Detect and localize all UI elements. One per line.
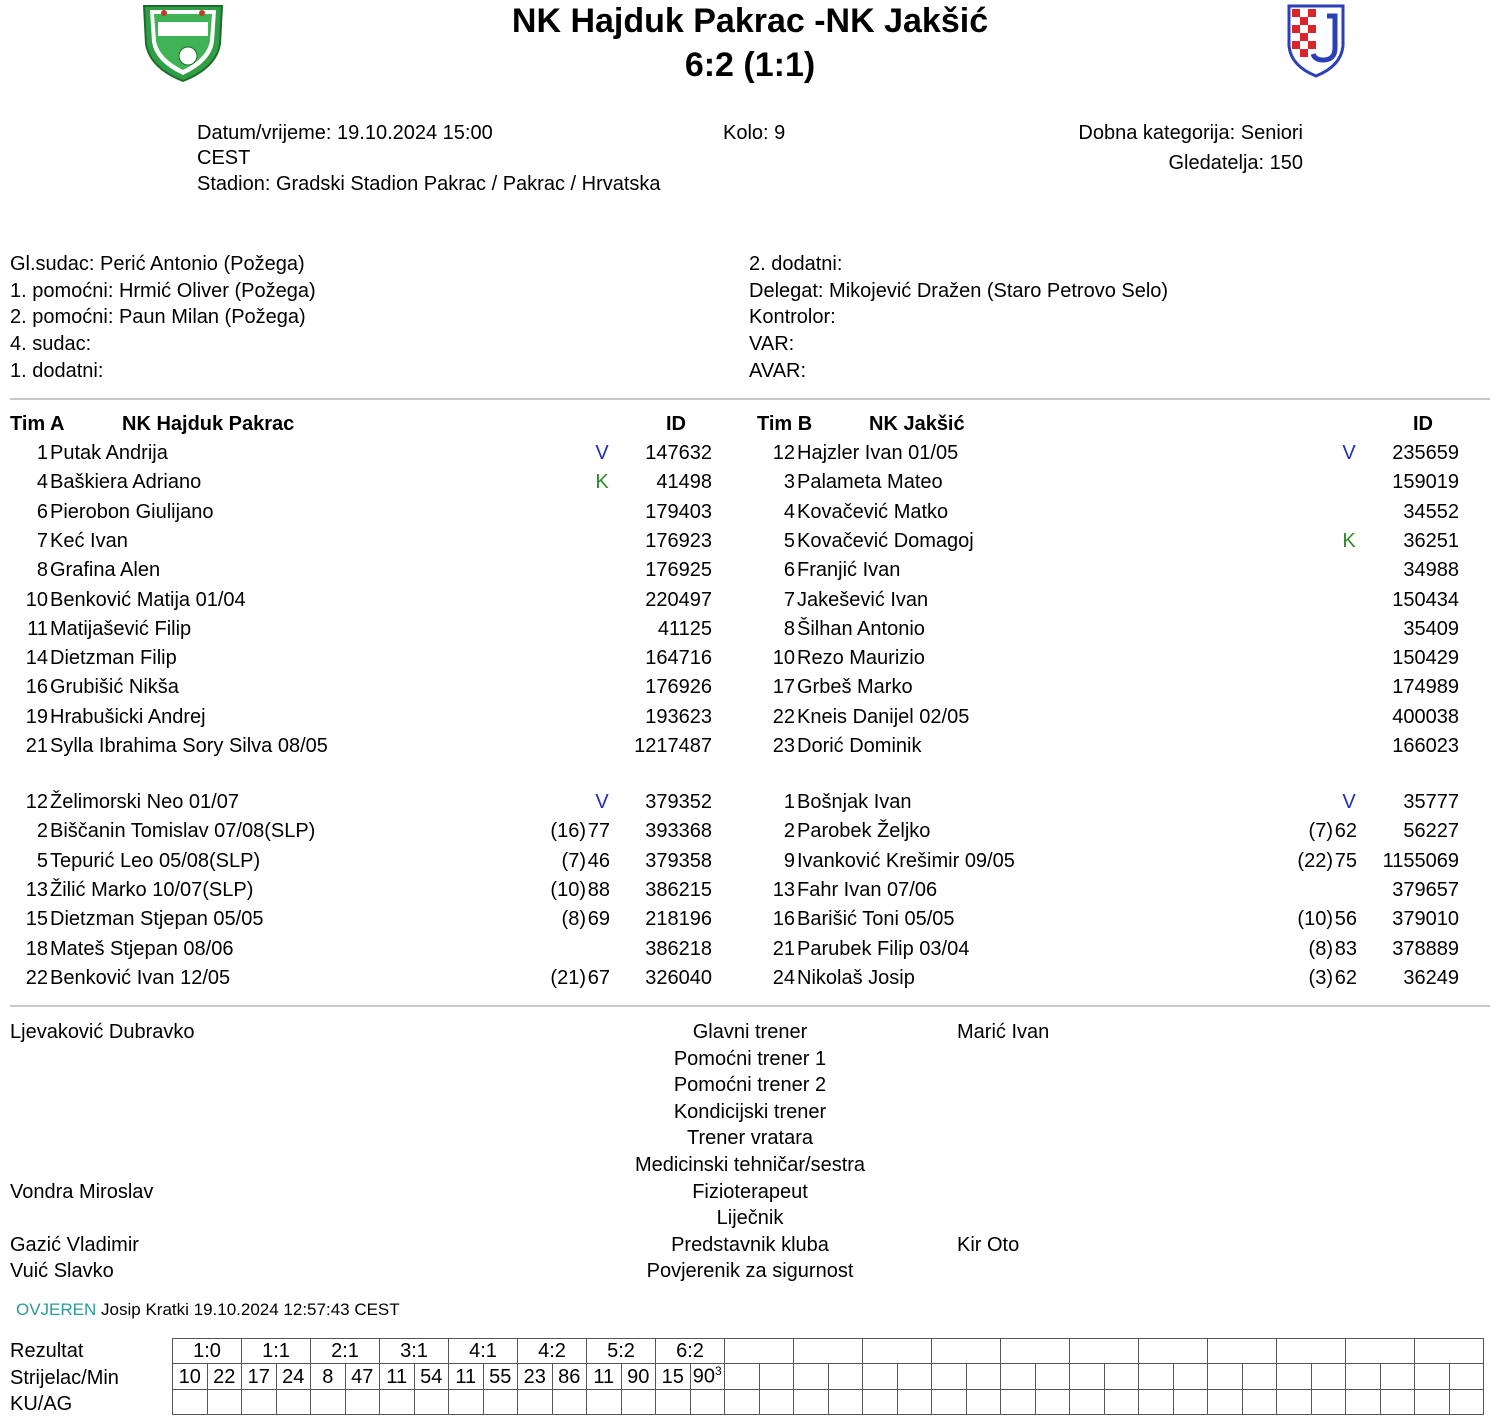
goal-minute	[1380, 1364, 1415, 1390]
card-cell	[345, 1389, 380, 1414]
score-timeline-table	[172, 1338, 1484, 1415]
staff-role: Pomoćni trener 2	[673, 1074, 827, 1097]
goal-minute	[966, 1364, 1001, 1390]
player-number: 6	[36, 500, 48, 523]
player-number: 8	[783, 617, 795, 640]
player-id: 150434	[1392, 588, 1459, 611]
sub-minute: 62	[1334, 820, 1357, 843]
player-name: Benković Matija 01/04	[50, 588, 246, 611]
goal-minute	[897, 1364, 932, 1390]
goalkeeper-mark: V	[595, 442, 609, 464]
player-name: Baškiera Adriano	[50, 471, 202, 494]
card-cell	[621, 1389, 656, 1414]
match-title: NK Hajduk Pakrac -NK Jakšić	[511, 2, 989, 40]
player-id: 166023	[1392, 735, 1459, 757]
card-cell	[1139, 1389, 1174, 1414]
home-staff-name: Vuić Slavko	[10, 1260, 114, 1283]
goal-minute: 54	[414, 1364, 449, 1390]
card-cell	[1380, 1389, 1415, 1414]
official-line: VAR:	[749, 333, 795, 356]
card-cell	[311, 1389, 346, 1414]
player-name: Grubišić Nikša	[50, 676, 179, 699]
result-cell: 2:1	[311, 1339, 380, 1364]
sub-for: (8)	[561, 908, 586, 931]
card-cell	[828, 1389, 863, 1414]
goal-minute: 55	[483, 1364, 518, 1390]
card-cell	[276, 1389, 311, 1414]
result-cell	[794, 1339, 863, 1364]
card-cell	[897, 1389, 932, 1414]
player-number: 9	[783, 849, 795, 872]
player-number: 15	[25, 908, 48, 931]
card-cell	[863, 1389, 898, 1414]
result-cell: 1:0	[173, 1339, 242, 1364]
goal-minute: 47	[345, 1364, 380, 1390]
result-cell	[1208, 1339, 1277, 1364]
player-number: 6	[783, 559, 795, 582]
player-id: 1155069	[1382, 849, 1459, 872]
player-name: Ivanković Krešimir 09/05	[797, 849, 1015, 872]
goalkeeper-mark: V	[1342, 442, 1356, 464]
result-cell	[1346, 1339, 1415, 1364]
player-number: 21	[772, 937, 795, 960]
sub-for: (16)	[550, 820, 586, 843]
player-name: Fahr Ivan 07/06	[797, 878, 938, 901]
card-cell	[656, 1389, 691, 1414]
player-id: 326040	[645, 966, 712, 989]
sub-for: (22)	[1297, 849, 1333, 872]
player-id: 176926	[645, 676, 712, 699]
player-name: Barišić Toni 05/05	[797, 908, 955, 931]
player-name: Parobek Željko	[797, 820, 931, 843]
player-id: 35777	[1403, 791, 1459, 813]
card-cell	[1277, 1389, 1312, 1414]
card-cell	[1173, 1389, 1208, 1414]
player-name: Grafina Alen	[50, 559, 161, 582]
player-name: Matijašević Filip	[50, 617, 192, 640]
player-id: 400038	[1392, 705, 1459, 728]
cards-label: KU/AG	[10, 1393, 73, 1415]
player-number: 16	[25, 676, 48, 699]
official-line: 1. dodatni:	[10, 359, 104, 382]
official-line: AVAR:	[749, 359, 807, 382]
card-cell	[725, 1389, 760, 1414]
staff-role: Trener vratara	[687, 1127, 813, 1150]
sub-for: (3)	[1308, 966, 1333, 989]
scorer-number	[1415, 1364, 1450, 1390]
card-cell	[552, 1389, 587, 1414]
card-cell	[1104, 1389, 1139, 1414]
card-cell	[483, 1389, 518, 1414]
player-name: Jakešević Ivan	[797, 588, 929, 611]
home-staff-name: Gazić Vladimir	[10, 1233, 139, 1256]
result-cell: 4:1	[449, 1339, 518, 1364]
card-cell	[1311, 1389, 1346, 1414]
goal-minute	[1449, 1364, 1484, 1390]
player-name: Želimorski Neo 01/07	[50, 791, 239, 813]
player-number: 5	[783, 529, 795, 552]
player-name: Tepurić Leo 05/08(SLP)	[50, 849, 261, 872]
scorer-number	[794, 1364, 829, 1390]
official-line: Gl.sudac: Perić Antonio (Požega)	[10, 253, 305, 275]
away-staff-name: Marić Ivan	[957, 1021, 1050, 1043]
player-name: Pierobon Giulijano	[50, 500, 214, 523]
player-number: 2	[783, 820, 795, 843]
official-line: Delegat: Mikojević Dražen (Staro Petrovo Selo)	[749, 279, 1169, 302]
card-cell	[759, 1389, 794, 1414]
result-cell	[1070, 1339, 1139, 1364]
home-staff-name: Ljevaković Dubravko	[10, 1021, 195, 1043]
goal-minute	[1035, 1364, 1070, 1390]
player-number: 10	[25, 588, 48, 611]
player-name: Hrabušicki Andrej	[50, 705, 206, 728]
player-number: 3	[783, 471, 795, 494]
official-line: 1. pomoćni: Hrmić Oliver (Požega)	[10, 279, 316, 302]
player-name: Šilhan Antonio	[797, 617, 925, 640]
result-cell	[1277, 1339, 1346, 1364]
player-id: 176923	[645, 529, 712, 552]
player-id: 164716	[645, 647, 712, 670]
player-number: 13	[772, 878, 795, 901]
player-number: 18	[25, 937, 48, 960]
official-line: 2. pomoćni: Paun Milan (Požega)	[10, 306, 306, 329]
team-b-label: Tim B	[757, 413, 813, 435]
player-id: 179403	[645, 500, 712, 523]
player-number: 7	[783, 588, 795, 611]
goal-minute	[1173, 1364, 1208, 1390]
player-id: 41498	[656, 471, 712, 494]
card-cell	[242, 1389, 277, 1414]
card-cell	[1001, 1389, 1036, 1414]
goal-minute: 86	[552, 1364, 587, 1390]
card-cell	[207, 1389, 242, 1414]
verified-status: OVJEREN	[16, 1300, 97, 1319]
scorer-number: 17	[242, 1364, 277, 1390]
match-stadium: Stadion: Gradski Stadion Pakrac / Pakrac / Hrvatska	[197, 173, 661, 195]
player-number: 12	[25, 791, 48, 813]
captain-mark: K	[595, 471, 609, 494]
player-number: 16	[772, 908, 795, 931]
player-number: 14	[25, 647, 48, 670]
goalkeeper-mark: V	[595, 791, 609, 813]
result-cell: 6:2	[656, 1339, 725, 1364]
player-name: Grbeš Marko	[797, 676, 913, 699]
scorer-number	[1070, 1364, 1105, 1390]
goalkeeper-mark: V	[1342, 791, 1356, 813]
scorer-number: 11	[449, 1364, 484, 1390]
goal-minute	[1311, 1364, 1346, 1390]
team-b-name: NK Jakšić	[869, 413, 965, 435]
player-number: 7	[36, 529, 48, 552]
staff-role: Pomoćni trener 1	[673, 1047, 827, 1070]
player-id: 193623	[645, 705, 712, 728]
staff-role: Liječnik	[716, 1207, 784, 1230]
player-name: Parubek Filip 03/04	[797, 937, 970, 960]
player-number: 23	[772, 735, 795, 757]
player-name: Palameta Mateo	[797, 471, 943, 494]
captain-mark: K	[1342, 529, 1356, 552]
team-b-id-header: ID	[1413, 413, 1433, 435]
card-cell	[1035, 1389, 1070, 1414]
match-datetime: Datum/vrijeme: 19.10.2024 15:00	[197, 122, 493, 144]
player-id: 159019	[1392, 471, 1459, 494]
player-name: Dorić Dominik	[797, 735, 922, 757]
match-timezone: CEST	[197, 147, 251, 169]
card-cell	[380, 1389, 415, 1414]
scorer-number	[1277, 1364, 1312, 1390]
player-id: 56227	[1403, 820, 1459, 843]
staff-role: Fizioterapeut	[692, 1180, 808, 1203]
player-number: 22	[25, 966, 48, 989]
goal-minute	[828, 1364, 863, 1390]
card-cell	[1242, 1389, 1277, 1414]
card-cell	[1070, 1389, 1105, 1414]
verified-by: Josip Kratki 19.10.2024 12:57:43 CEST	[101, 1300, 400, 1319]
match-score: 6:2 (1:1)	[684, 46, 816, 84]
sub-minute: 56	[1334, 908, 1357, 931]
goal-minute: $90^3$	[690, 1364, 725, 1390]
staff-role: Povjerenik za sigurnost	[646, 1260, 854, 1283]
player-id: 150429	[1392, 647, 1459, 670]
result-cell: 3:1	[380, 1339, 449, 1364]
player-number: 5	[36, 849, 48, 872]
card-cell	[587, 1389, 622, 1414]
scorer-number	[1139, 1364, 1174, 1390]
player-id: 393368	[645, 820, 712, 843]
player-id: 386215	[645, 878, 712, 901]
result-cell	[932, 1339, 1001, 1364]
card-cell	[449, 1389, 484, 1414]
goal-minute	[759, 1364, 794, 1390]
scorer-number: 11	[380, 1364, 415, 1390]
player-number: 17	[772, 676, 795, 699]
player-number: 22	[772, 705, 795, 728]
player-number: 1	[36, 442, 48, 464]
sub-minute: 77	[587, 820, 610, 843]
staff-role: Glavni trener	[692, 1021, 808, 1043]
player-name: Keć Ivan	[50, 529, 128, 552]
card-cell	[1208, 1389, 1243, 1414]
sub-for: (7)	[1308, 820, 1333, 843]
card-cell	[1415, 1389, 1450, 1414]
sub-minute: 62	[1334, 966, 1357, 989]
goal-minute-extra: 3	[715, 1364, 722, 1378]
player-id: 379010	[1392, 908, 1459, 931]
player-name: Mateš Stjepan 08/06	[50, 937, 234, 960]
scorer-number: 8	[311, 1364, 346, 1390]
player-number: 11	[27, 617, 48, 640]
official-line: Kontrolor:	[749, 306, 836, 329]
player-number: 2	[36, 820, 48, 843]
sub-minute: 69	[587, 908, 610, 931]
player-id: 147632	[645, 442, 712, 464]
verification-line	[16, 1300, 400, 1320]
player-number: 13	[25, 878, 48, 901]
goal-minute	[1104, 1364, 1139, 1390]
player-name: Franjić Ivan	[797, 559, 901, 582]
player-name: Putak Andrija	[50, 442, 168, 464]
scorer-number: 10	[173, 1364, 208, 1390]
team-a-label: Tim A	[10, 413, 65, 435]
result-cell	[1139, 1339, 1208, 1364]
player-id: 235659	[1392, 442, 1459, 464]
scorer-number: 23	[518, 1364, 553, 1390]
player-name: Kneis Danijel 02/05	[797, 705, 970, 728]
divider	[10, 1005, 1490, 1007]
player-number: 4	[36, 471, 48, 494]
staff-role: Medicinski tehničar/sestra	[634, 1154, 866, 1176]
sub-minute: 75	[1334, 849, 1357, 872]
player-name: Hajzler Ivan 01/05	[797, 442, 959, 464]
sub-minute: 83	[1334, 937, 1357, 960]
team-a-name: NK Hajduk Pakrac	[122, 413, 295, 435]
player-id: 379352	[645, 791, 712, 813]
scorer-number	[1001, 1364, 1036, 1390]
player-name: Rezo Maurizio	[797, 647, 925, 670]
player-name: Žilić Marko 10/07(SLP)	[50, 878, 254, 901]
player-id: 36251	[1403, 529, 1459, 552]
player-number: 12	[772, 442, 795, 464]
player-name: Dietzman Filip	[50, 647, 177, 670]
player-id: 34988	[1403, 559, 1459, 582]
scorer-number: 11	[587, 1364, 622, 1390]
player-id: 1217487	[634, 735, 712, 757]
player-id: 41125	[657, 617, 712, 640]
scorer-number	[1346, 1364, 1381, 1390]
team-a-id-header: ID	[666, 413, 686, 435]
goal-minute: 22	[207, 1364, 242, 1390]
scorer-number	[932, 1364, 967, 1390]
player-id: 174989	[1392, 676, 1459, 699]
player-id: 218196	[645, 908, 712, 931]
card-cell	[690, 1389, 725, 1414]
player-id: 220497	[645, 588, 712, 611]
card-cell	[794, 1389, 829, 1414]
card-cell	[1449, 1389, 1484, 1414]
match-round: Kolo: 9	[723, 122, 786, 144]
result-cell: 5:2	[587, 1339, 656, 1364]
player-name: Sylla Ibrahima Sory Silva 08/05	[50, 735, 328, 757]
goal-minute	[1242, 1364, 1277, 1390]
card-cell	[414, 1389, 449, 1414]
player-name: Bošnjak Ivan	[797, 791, 912, 813]
attendance: Gledatelja: 150	[1168, 152, 1303, 174]
sub-for: (8)	[1308, 937, 1333, 960]
sub-minute: 88	[587, 878, 610, 901]
result-cell	[1415, 1339, 1484, 1364]
player-id: 36249	[1403, 966, 1459, 989]
player-number: 10	[772, 647, 795, 670]
player-number: 4	[783, 500, 795, 523]
home-staff-name: Vondra Miroslav	[10, 1180, 154, 1203]
card-cell	[1346, 1389, 1381, 1414]
official-line: 2. dodatni:	[749, 253, 843, 275]
player-id: 35409	[1403, 617, 1459, 640]
player-id: 176925	[645, 559, 712, 582]
player-id: 378889	[1392, 937, 1459, 960]
sub-for: (10)	[1297, 908, 1333, 931]
player-number: 1	[783, 791, 795, 813]
result-cell	[725, 1339, 794, 1364]
goal-minute: 90	[621, 1364, 656, 1390]
card-cell	[932, 1389, 967, 1414]
player-name: Benković Ivan 12/05	[50, 966, 231, 989]
result-cell: 1:1	[242, 1339, 311, 1364]
card-cell	[518, 1389, 553, 1414]
scorer-number	[863, 1364, 898, 1390]
scorer-number	[1208, 1364, 1243, 1390]
sub-for: (21)	[550, 966, 586, 989]
scorer-number	[725, 1364, 760, 1390]
away-staff-name: Kir Oto	[957, 1233, 1020, 1256]
result-cell: 4:2	[518, 1339, 587, 1364]
result-cell	[1001, 1339, 1070, 1364]
player-number: 19	[25, 705, 48, 728]
age-category: Dobna kategorija: Seniori	[1078, 122, 1303, 144]
sub-minute: 46	[587, 849, 610, 872]
result-label: Rezultat	[10, 1340, 84, 1362]
player-name: Dietzman Stjepan 05/05	[50, 908, 264, 931]
player-name: Kovačević Matko	[797, 500, 949, 523]
sub-minute: 67	[587, 966, 610, 989]
player-id: 34552	[1403, 500, 1459, 523]
scorer-number: 15	[656, 1364, 691, 1390]
player-name: Kovačević Domagoj	[797, 529, 974, 552]
scorer-label: Strijelac/Min	[10, 1367, 119, 1389]
player-number: 21	[25, 735, 48, 757]
card-cell	[966, 1389, 1001, 1414]
staff-role: Kondicijski trener	[673, 1100, 827, 1123]
player-id: 379657	[1392, 878, 1459, 901]
player-id: 386218	[645, 937, 712, 960]
player-name: Biščanin Tomislav 07/08(SLP)	[50, 820, 316, 843]
goal-minute: 24	[276, 1364, 311, 1390]
player-name: Nikolaš Josip	[797, 966, 915, 989]
sub-for: (10)	[550, 878, 586, 901]
card-cell	[173, 1389, 208, 1414]
player-id: 379358	[645, 849, 712, 872]
official-line: 4. sudac:	[10, 333, 92, 356]
sub-for: (7)	[561, 849, 586, 872]
staff-role: Predstavnik kluba	[671, 1233, 829, 1256]
player-number: 8	[36, 559, 48, 582]
player-number: 24	[772, 966, 795, 989]
divider	[10, 398, 1490, 400]
result-cell	[863, 1339, 932, 1364]
